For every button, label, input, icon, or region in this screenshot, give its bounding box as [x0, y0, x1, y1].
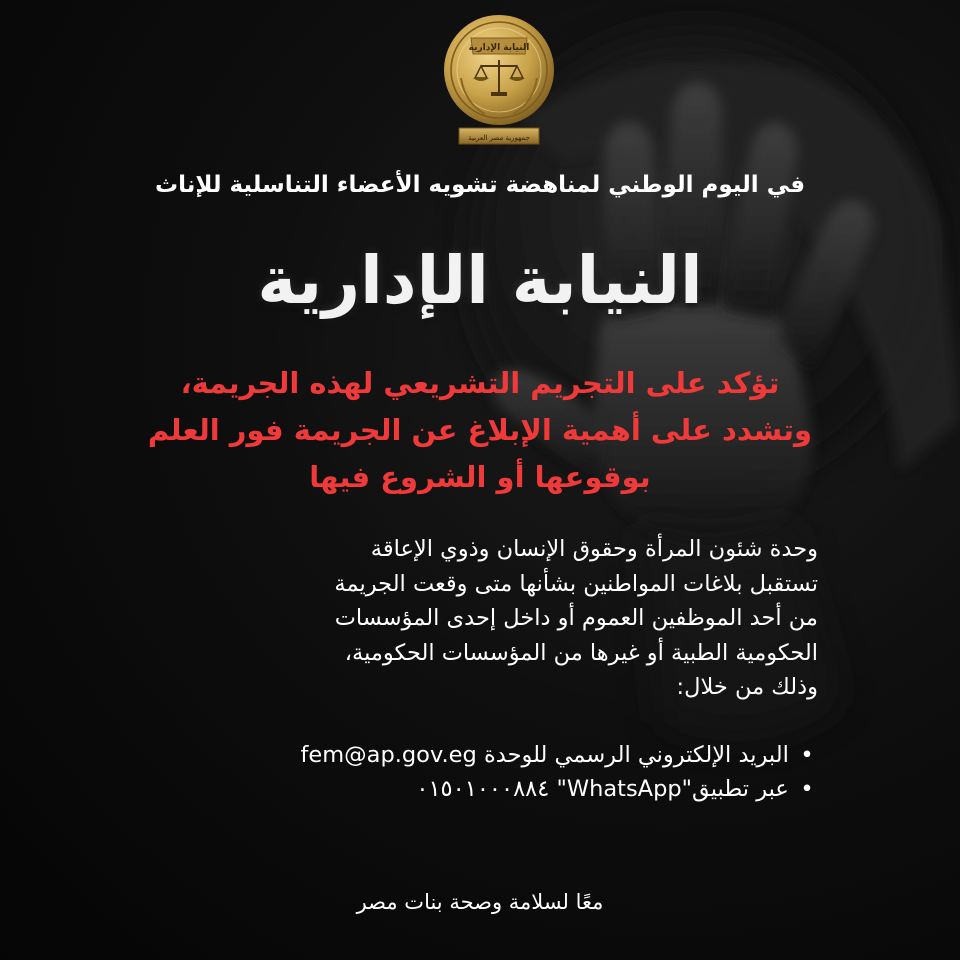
- bullet-icon: •: [800, 742, 814, 768]
- email-label: البريد الإلكتروني الرسمي للوحدة: [483, 742, 789, 768]
- body-line-2: تستقبل بلاغات المواطنين بشأنها متى وقعت الجريمة: [334, 570, 818, 597]
- page-title: النيابة الإدارية: [257, 242, 703, 319]
- whatsapp-label: عبر تطبيق: [691, 776, 789, 802]
- body-line-4: الحكومية الطبية أو غيرها من المؤسسات الحكومية،: [344, 639, 818, 666]
- whatsapp-number[interactable]: ٠١٥٠١٠٠٠٨٨٤: [416, 776, 550, 802]
- emphasis-line-3: بوقوعها أو الشروع فيها: [309, 460, 651, 494]
- body-paragraph: [128, 532, 818, 705]
- body-line-1: وحدة شئون المرأة وحقوق الإنسان وذوي الإعاقة: [370, 536, 818, 562]
- bullet-icon: •: [800, 776, 814, 802]
- email-link[interactable]: fem@ap.gov.eg: [300, 742, 477, 768]
- body-line-5: وذلك من خلال:: [676, 674, 818, 700]
- logo-banner-text: النيابة الإدارية: [468, 43, 530, 53]
- contact-list: [118, 738, 818, 806]
- administrative-prosecution-seal-icon: [441, 8, 557, 148]
- closing-slogan: معًا لسلامة وصحة بنات مصر: [356, 890, 604, 914]
- list-item-email: [118, 738, 818, 772]
- list-item-whatsapp: [118, 772, 818, 806]
- body-line-3: من أحد الموظفين العموم أو داخل إحدى المؤسسات: [334, 605, 818, 631]
- subtitle: في اليوم الوطني لمناهضة تشويه الأعضاء التناسلية للإناث: [154, 172, 806, 198]
- logo-ribbon-text: جمهورية مصر العربية: [468, 134, 530, 142]
- whatsapp-app-name: "WhatsApp": [556, 776, 692, 802]
- emphasis-line-1: تؤكد على التجريم التشريعي لهذه الجريمة،: [180, 366, 780, 400]
- emphasis-line-2: وتشدد على أهمية الإبلاغ عن الجريمة فور العلم: [147, 413, 813, 447]
- emphasis-statement: [90, 360, 870, 501]
